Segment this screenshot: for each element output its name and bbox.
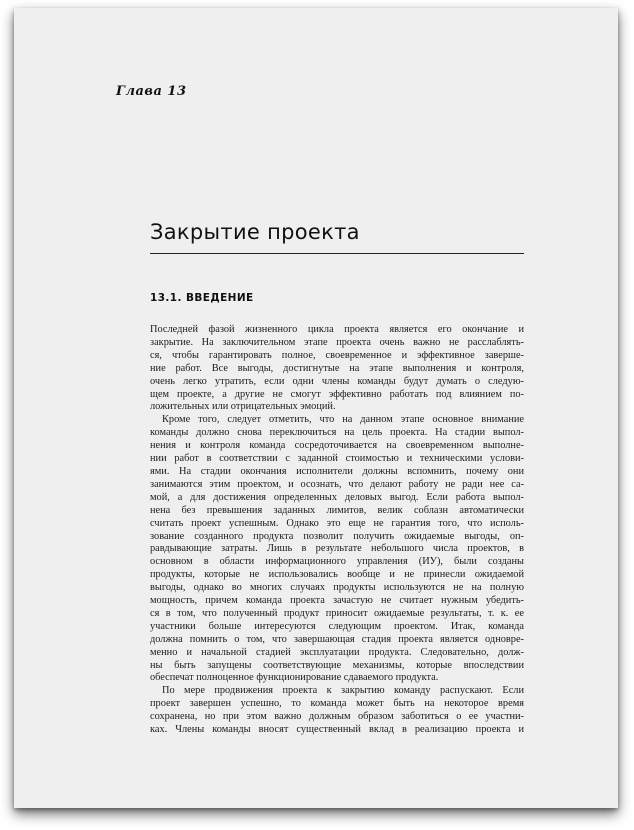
text-line: проект завершен успешно, то команда может быть на некоторое время	[150, 698, 524, 710]
text-line: зование созданного продукта позволит получить ожидаемые выгоды, оп-	[150, 530, 524, 542]
text-line: мощность, причем команда проекта зачастую не считает нужным убедить-	[150, 595, 524, 607]
text-line: По мере продвижения проекта к закрытию команду распускают. Если	[162, 685, 524, 697]
title-underline	[150, 253, 524, 254]
text-line: участники больше интересуются следующим проектом. Итак, команда	[150, 620, 524, 632]
text-line: ках. Члены команды вносят существенный вклад в реализацию проекта и	[150, 724, 524, 736]
text-line: ние работ. Все выгоды, достигнутые на этапе выполнения и контроля,	[150, 362, 524, 374]
text-line: нена без превышения заданных лимитов, велик соблазн автоматически	[150, 504, 524, 516]
text-line: Кроме того, следует отметить, что на данном этапе основное внимание	[162, 414, 524, 426]
text-line: должна помнить о том, что завершающая стадия проекта является одновре-	[150, 633, 524, 645]
text-line: ложительных или отрицательных эмоций.	[150, 401, 336, 413]
chapter-label: Глава 13	[116, 84, 187, 99]
text-line: выгоды, однако во многих случаях продукты используются не на полную	[150, 582, 524, 594]
text-line: ями. На стадии окончания исполнители должны вспомнить, почему они	[150, 465, 524, 477]
text-line: занимаются этим проектом, и осознать, что делают работу не ради нее са-	[150, 478, 524, 490]
text-line: считать проект успешным. Однако это еще не гарантия того, что исполь-	[150, 517, 524, 529]
text-line: основном в области информационного управления (ИУ), были созданы	[150, 556, 524, 568]
text-line: ся в том, что полученный продукт приносит ожидаемые результаты, т. к. ее	[150, 607, 524, 619]
text-line: щем проекте, а другие не смогут эффективно работать под влиянием по-	[150, 388, 524, 400]
chapter-title: Закрытие проекта	[150, 220, 360, 244]
text-line: обеспечат полноценное функционирование сдаваемого продукта.	[150, 672, 439, 684]
text-line: очень легко утратить, если одни члены команды будут думать о следую-	[150, 375, 524, 387]
text-line: менно и начальной стадией эксплуатации продукта. Следовательно, долж-	[150, 646, 524, 658]
text-line: равдывающие затраты. Лишь в результате небольшого числа проектов, в	[150, 543, 524, 555]
text-line: продукты, которые не использовались вообще и не принесли ожидаемой	[150, 569, 524, 581]
text-line: мой, а для достижения определенных деловых выгод. Если работа выпол-	[150, 491, 524, 503]
book-page	[14, 8, 618, 808]
text-line: ся, чтобы гарантировать полное, своевременное и эффективное заверше-	[150, 349, 524, 361]
text-line: ны быть запущены соответствующие механизмы, которые впоследствии	[150, 659, 524, 671]
body-text	[150, 324, 524, 737]
text-line: Последней фазой жизненного цикла проекта является его окончание и	[150, 324, 524, 335]
text-line: закрытие. На заключительном этапе проекта очень важно не расслаблять-	[150, 336, 524, 348]
text-line: нения и контроля команда сосредоточивается на своевременном выполне-	[150, 440, 524, 452]
text-line: сохранена, но при этом важно должным образом заботиться о ее участни-	[150, 711, 524, 723]
section-heading: 13.1. ВВЕДЕНИЕ	[150, 292, 254, 304]
text-line: нии работ в соответствии с заданной стоимостью и техническими услови-	[150, 453, 524, 465]
text-line: команды должно снова переключиться на цель проекта. На стадии выпол-	[150, 427, 524, 439]
